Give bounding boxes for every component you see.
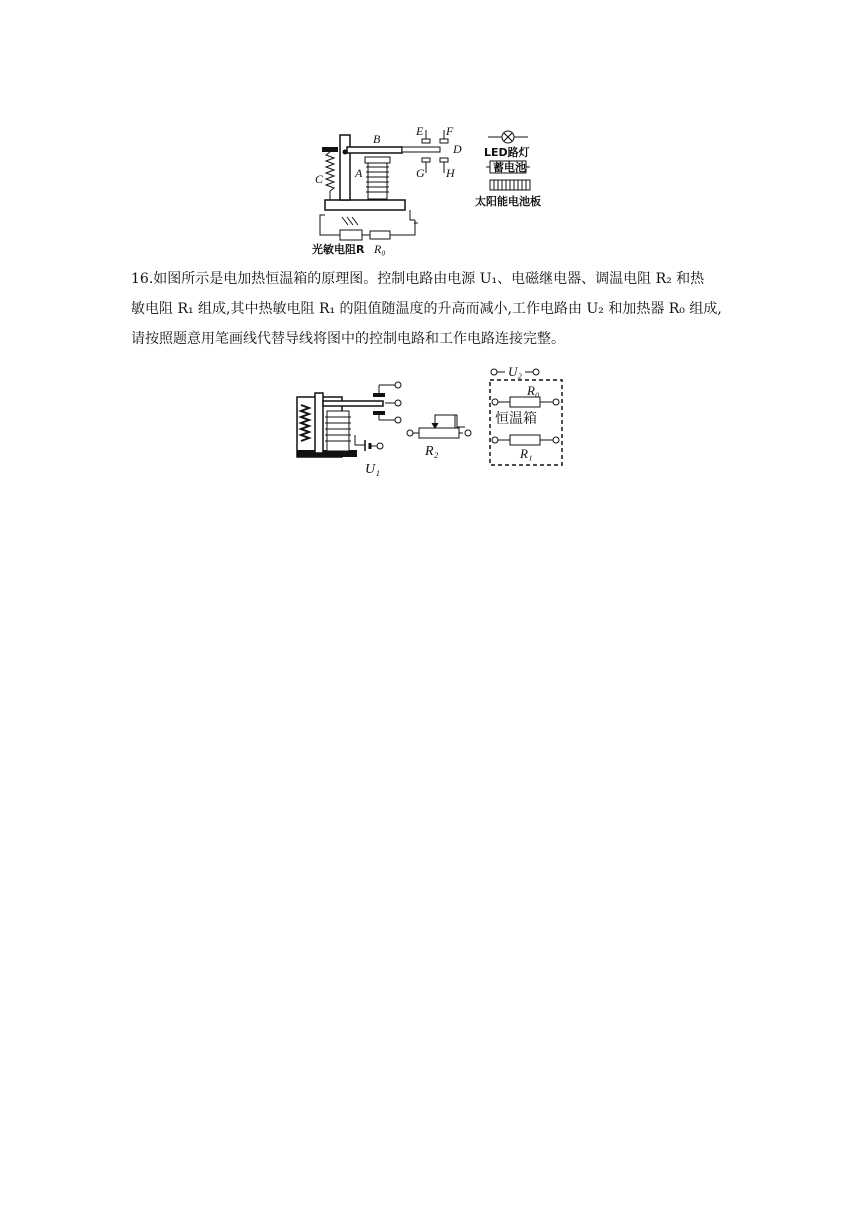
question-line-1: [131, 264, 731, 294]
spring-top: [322, 147, 338, 152]
relay-spring: [301, 405, 309, 441]
contact-e: [422, 139, 430, 143]
heater-r0: [510, 397, 540, 407]
question-line-2: 敏电阻 R₁ 组成,其中热敏电阻 R₁ 的阻值随温度的升高而减小,工作电路由 U₂ 和加热器 R₀ 组成,: [131, 301, 722, 317]
label-r0: R₀: [374, 242, 386, 256]
question-16: [131, 264, 731, 354]
legend-battery: 蓄电池: [493, 161, 526, 174]
terminal-lower: [395, 417, 401, 423]
terminal-upper: [395, 382, 401, 388]
legend-led: LED路灯: [484, 146, 530, 159]
spring-c: [326, 152, 334, 191]
label-g: G: [416, 166, 425, 180]
coil-body: [368, 163, 387, 199]
label-r0: R₀: [527, 383, 540, 398]
relay-armature: [323, 401, 383, 406]
legend-solar: 太阳能电池板: [475, 195, 541, 208]
contact-g: [422, 158, 430, 162]
label-u2: U₂: [508, 365, 522, 379]
light-arrows: [342, 217, 358, 225]
figure-1-svg: [310, 125, 560, 260]
question-line-3: 请按照题意用笔画线代替导线将图中的控制电路和工作电路连接完整。: [131, 331, 565, 347]
contact-h: [440, 158, 448, 162]
label-u1: U₁: [365, 462, 380, 477]
label-b: B: [373, 132, 381, 146]
terminal-middle: [395, 400, 401, 406]
label-r1: R₁: [520, 446, 533, 461]
figure-1-relay-circuit: [310, 125, 560, 260]
photoresistor: [340, 230, 362, 240]
label-r2: R₂: [425, 444, 439, 459]
figure-2-svg: [295, 365, 575, 477]
arm-extension: [402, 147, 440, 152]
relay-post: [315, 393, 323, 453]
label-box: 恒温箱: [495, 411, 537, 427]
relay-base: [325, 200, 405, 210]
pivot-post: [340, 135, 350, 200]
label-a: A: [355, 166, 363, 180]
label-h: H: [446, 166, 455, 180]
core-top: [365, 157, 390, 163]
contact-f: [440, 139, 448, 143]
label-c: C: [315, 172, 324, 186]
question-text-1: 如图所示是电加热恒温箱的原理图。控制电路由电源 U₁、电磁继电器、调温电阻 R₂ 和热: [153, 271, 705, 287]
thermistor-r1: [510, 435, 540, 445]
question-number: 16.: [131, 271, 154, 287]
label-e: E: [416, 125, 424, 138]
rheostat-r2: [419, 428, 459, 438]
label-d: D: [453, 142, 462, 156]
figure-2-thermostat-circuit: [295, 365, 575, 477]
label-photoresistor: 光敏电阻R: [312, 243, 365, 256]
armature-b: [347, 147, 402, 153]
resistor-r0: [370, 231, 390, 239]
label-f: F: [446, 125, 454, 138]
